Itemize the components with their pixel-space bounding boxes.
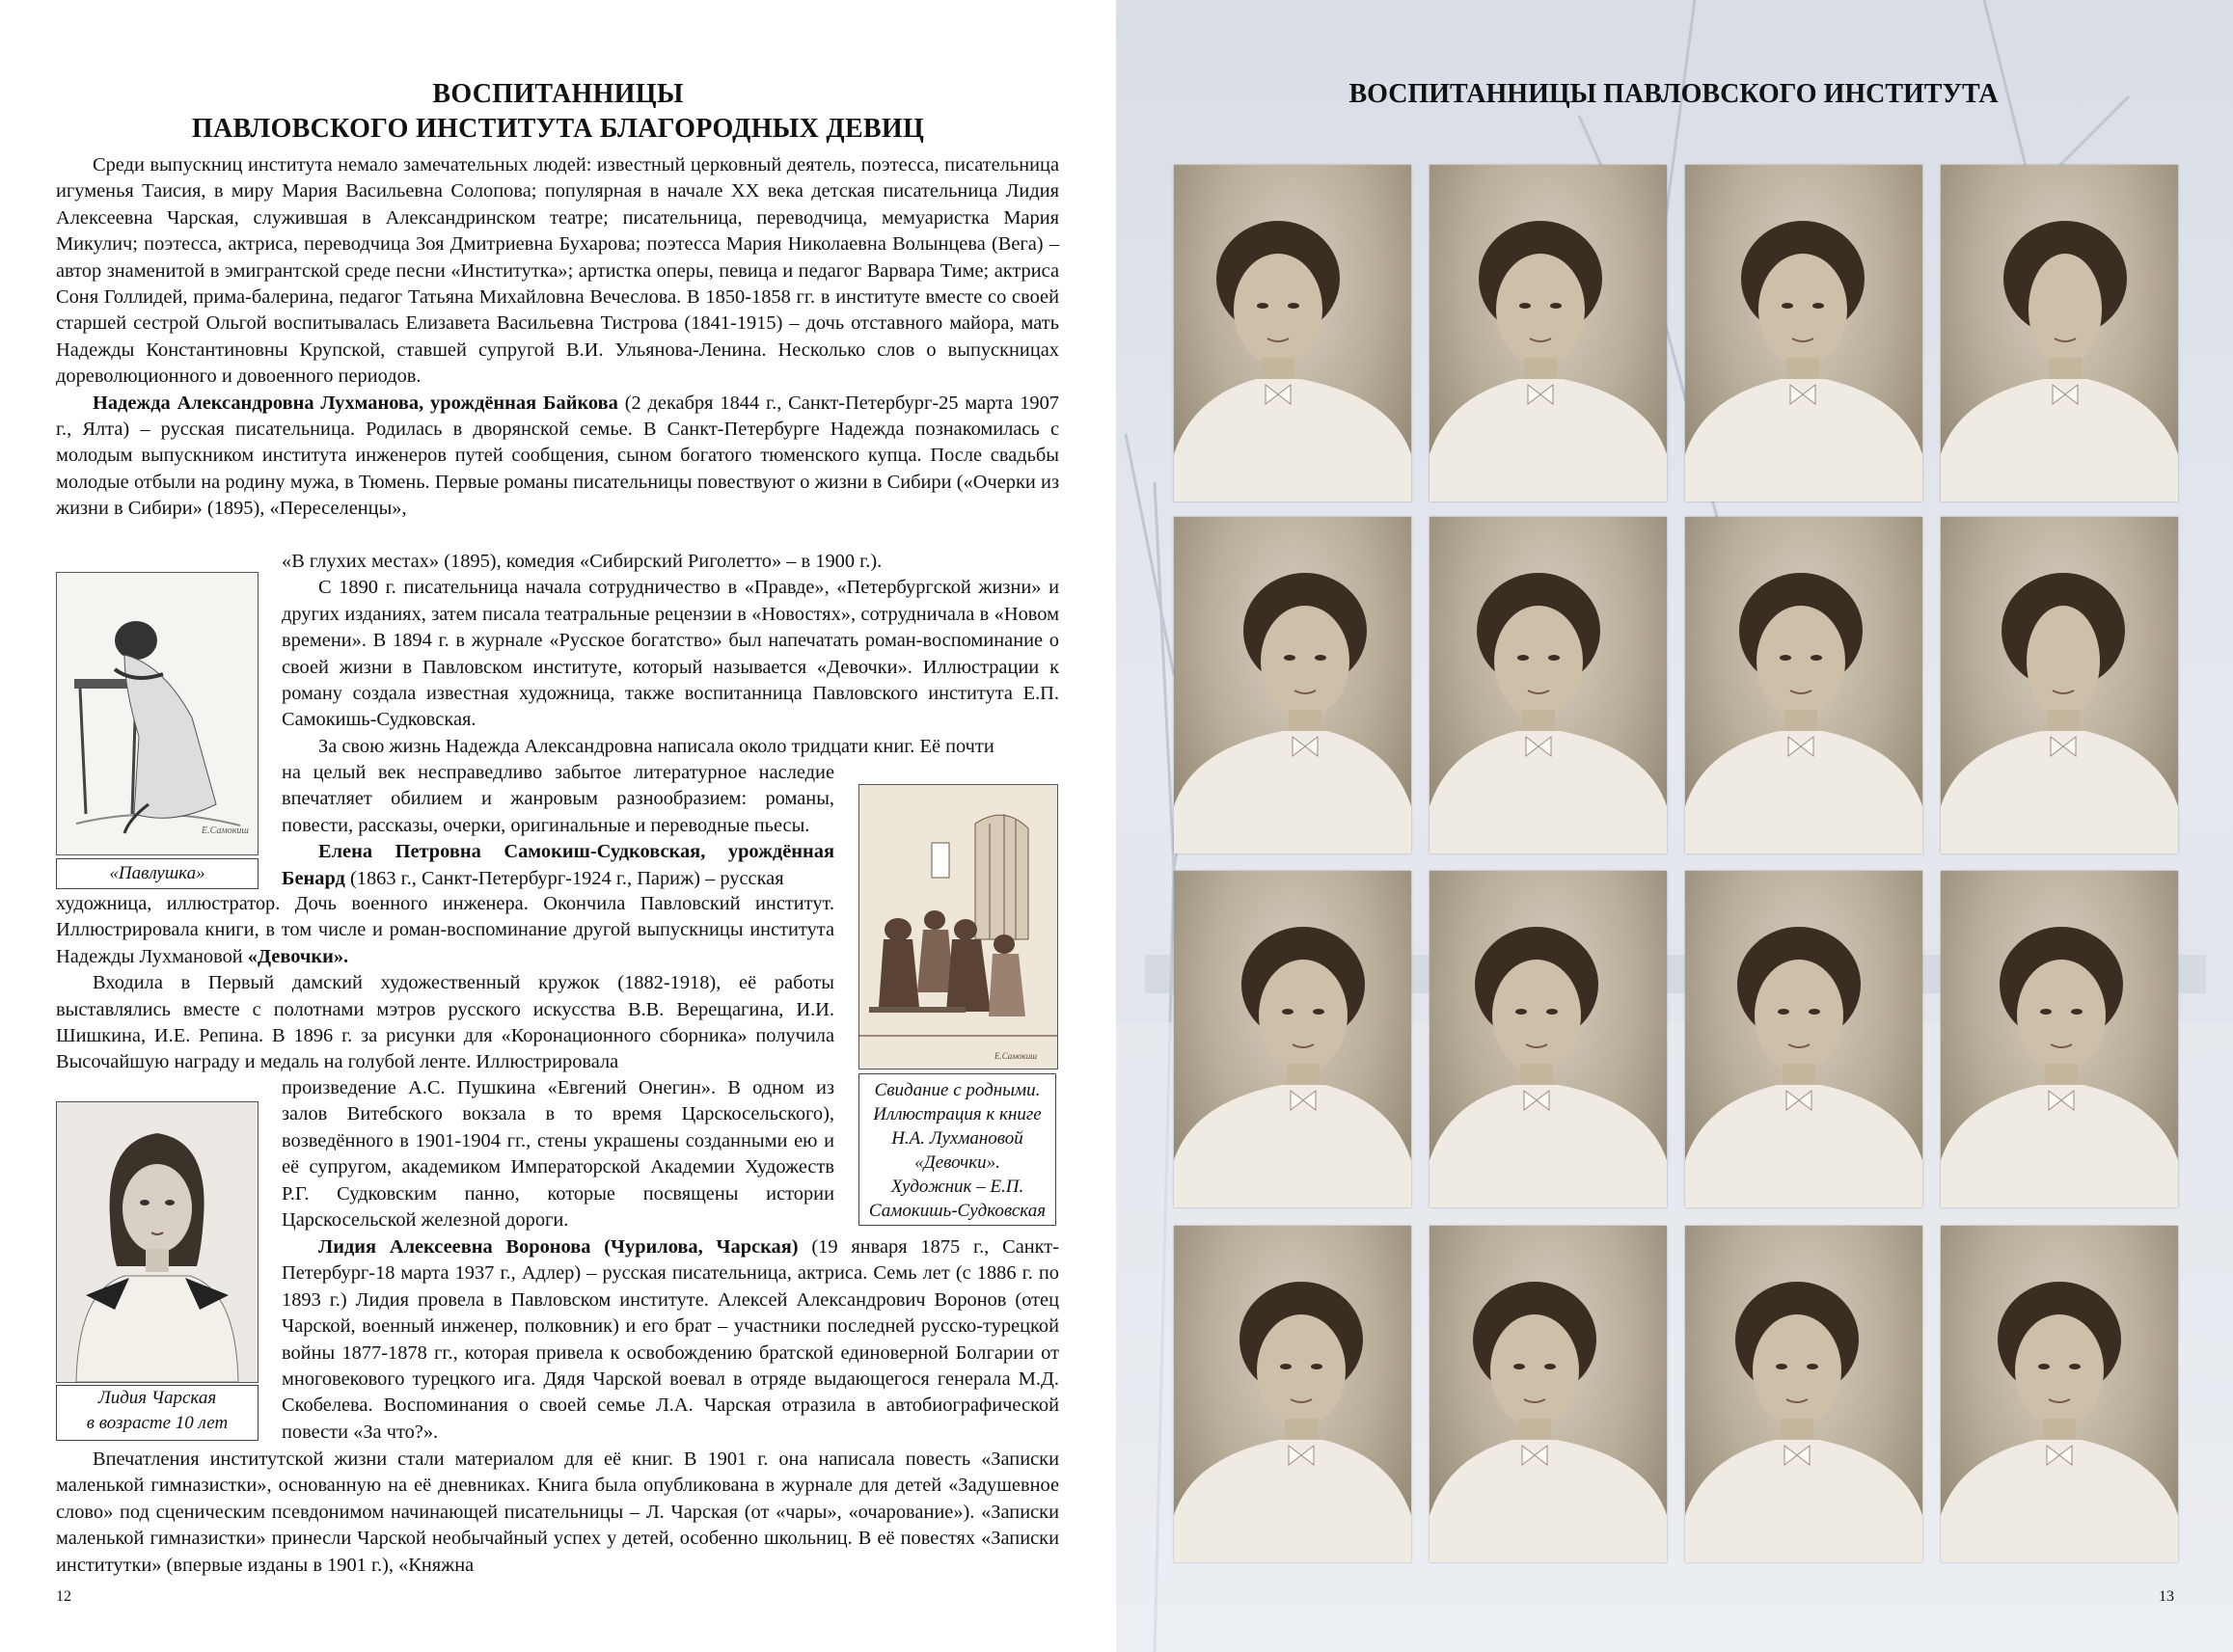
- portrait-photo: [1941, 1226, 2178, 1562]
- caption-svidanie: [858, 1073, 1056, 1226]
- samokish-mid-block: [56, 891, 834, 1076]
- portrait-photo: [1685, 165, 1922, 501]
- portrait-photo: [1430, 1226, 1667, 1562]
- lukhmanova-paragraph-3a: За свою жизнь Надежда Александровна написала около тридцати книг. Её почти: [318, 735, 994, 757]
- charskaya-drawing: [57, 1102, 258, 1382]
- portrait-photo: [1685, 1226, 1922, 1562]
- portrait-photo: [1941, 871, 2178, 1207]
- samokish-top-block: [282, 760, 834, 892]
- caption-svidanie-line-1: Свидание с родными.: [874, 1080, 1041, 1100]
- portrait-photo: [1174, 871, 1411, 1207]
- portrait-photo: [1430, 871, 1667, 1207]
- portrait-photo: [1174, 517, 1411, 853]
- title-line-1: ВОСПИТАННИЦЫ: [432, 79, 684, 109]
- left-page: [0, 0, 1116, 1652]
- lukhmanova-text-1b: «В глухих местах» (1895), комедия «Сибирский Риголетто» – в 1900 г.).: [282, 551, 883, 572]
- svg-text:Е.Самокиш: Е.Самокиш: [202, 826, 249, 836]
- lukhmanova-paragraph-3b: на целый век несправедливо забытое литературное наследие впечатляет обилием и жанровым разнообразием: романы, повести, рассказы, очерки, оригинальные и переводные пьесы.: [282, 762, 834, 836]
- charskaya-text-1: (19 января 1875 г., Санкт-Петербург-18 марта 1937 г., Адлер) – русская писательница, актриса. Семь лет (с 1886 г. по 1893 г.) Лидия провела в Павловском институте. Алексей Александрович Воронов (отец Чарской, военный инженер, полковник) и его брат – участники последней русско-турецкой войны 1877-1878 гг., которая привела к освобождению братской единоверной Болгарии от многовекового турецкого ига. Дядя Чарской воевал в отряде выдающегося генерала М.Д. Скобелева. Воспоминания о своей семье Л.А. Чарская отразила в автобиографической повести «За что?».: [282, 1236, 1059, 1443]
- portrait-photo: [1174, 1226, 1411, 1562]
- title-line-2: ПАВЛОВСКОГО ИНСТИТУТА БЛАГОРОДНЫХ ДЕВИЦ: [191, 114, 925, 144]
- left-page-title: [39, 77, 1077, 147]
- caption-charskaya-line-2: в возрасте 10 лет: [86, 1413, 229, 1433]
- charskaya-paragraph-2: Впечатления институтской жизни стали материалом для её книг. В 1901 г. она написала повесть «Записки маленькой гимназистки», основанную на её дневниках. Книга была опубликована в журнале для детей «Задушевное слово» под сценическим псевдонимом начинающей писательницы – Л. Чарская (от «чары», «очарование»). «Записки маленькой гимназистки» принесли Чарской необычайный успех у детей, особенно школьниц. В её повестях «Записки институтки» (впервые изданы в 1901 г.), «Княжна: [56, 1449, 1059, 1576]
- charskaya-bottom-block: [56, 1447, 1059, 1579]
- portrait-photo: [1941, 517, 2178, 853]
- portrait-photo: [1941, 165, 2178, 501]
- samokish-text-1b: художница, иллюстратор. Дочь военного инженера. Окончила Павловский институт. Иллюстрировала книги, в том числе и роман-воспоминание другой выпускницы института Надежды Лухмановой: [56, 893, 834, 967]
- pavlushka-illustration: [56, 572, 259, 855]
- caption-svidanie-line-4: «Девочки».: [914, 1152, 1000, 1173]
- caption-charskaya: [56, 1385, 259, 1441]
- portrait-photo: [1174, 165, 1411, 501]
- charskaya-paragraph-1: [282, 1234, 1059, 1446]
- samokish-paragraph-2a: Входила в Первый дамский художественный кружок (1882-1918), её работы выставлялись вместе с полотнами мэтров русского искусства В.В. Верещагина, И.И. Шишкина, И.Е. Репина. В 1896 г. за рисунки для «Коронационного сборника» получила Высочайшую награду и медаль на голубой ленте. Иллюстрировала: [56, 972, 834, 1073]
- caption-svidanie-line-2: Иллюстрация к книге: [873, 1104, 1042, 1124]
- caption-charskaya-line-1: Лидия Чарская: [97, 1388, 217, 1408]
- lukhmanova-paragraph-2: С 1890 г. писательница начала сотрудничество в «Правде», «Петербургской жизни» и других изданиях, затем писала театральные рецензии в «Новостях», сотрудничала в «Новом времени». В 1894 г. в журнале «Русское богатство» был напечатать роман-воспоминание о своей жизни в Павловском институте, который называется «Девочки». Иллюстрации к роману создала известная художница, также воспитанница Павловского института Е.П. Самокишь-Судковская.: [282, 577, 1059, 731]
- portrait-photo: [1685, 517, 1922, 853]
- samokish-name: Елена Петровна Самокиш-Судковская, урождённая Бенард: [282, 841, 834, 889]
- caption-svidanie-line-6: Самокишь-Судковская: [868, 1201, 1047, 1221]
- svg-text:Е.Самокиш: Е.Самокиш: [994, 1051, 1038, 1061]
- intro-block: [56, 152, 1059, 523]
- charskaya-portrait: [56, 1101, 259, 1383]
- charskaya-block: [282, 1234, 1059, 1446]
- intro-paragraph: Среди выпускниц института немало замечательных людей: известный церковный деятель, поэтесса, писательница игуменья Таисия, в миру Мария Васильевна Солопова; популярная в начале ХХ века детская писательница Лидия Алексеевна Чарская, служившая в Александринском театре; писательница, переводчица, мемуаристка Мария Микулич; поэтесса, актриса, переводчица Зоя Дмитриевна Бухарова; поэтесса Мария Николаевна Волынцева (Вега) – автор знаменитой в эмигрантской среде песни «Институтка»; артистка оперы, певица и педагог Варвара Тиме; актриса Соня Голлидей, прима-балерина, педагог Татьяна Михайловна Вечеслова. В 1850-1858 гг. в институте вместе со своей старшей сестрой Ольгой воспитывалась Елизавета Васильевна Тистрова (1841-1915) – дочь отставного майора, мать Надежды Константиновны Крупской, ставшей супругой В.И. Ульянова-Ленина. Несколько слов о выпускницах дореволюционного и довоенного периодов.: [56, 154, 1059, 388]
- left-page-number: 12: [56, 1588, 71, 1605]
- svidanie-drawing: [859, 785, 1057, 1069]
- right-page-title: ВОСПИТАННИЦЫ ПАВЛОВСКОГО ИНСТИТУТА: [1348, 79, 1999, 109]
- lukhmanova-name: Надежда Александровна Лухманова, урождённая Байкова: [93, 392, 618, 414]
- pavlushka-drawing: [57, 573, 258, 854]
- caption-svidanie-line-3: Н.А. Лухмановой: [891, 1128, 1023, 1149]
- samokish-paragraph-2b: произведение А.С. Пушкина «Евгений Онегин». В одном из залов Витебского вокзала в то время Царскосельского), возведённого в 1901-1904 гг., стены украшены созданными ею и её супругом, академиком Императорской Академии Художеств Р.Г. Судковским панно, которые посвящены истории Царскосельской железной дороги.: [282, 1077, 834, 1232]
- lukhmanova-text-1: (2 декабря 1844 г., Санкт-Петербург-25 марта 1907 г., Ялта) – русская писательница. Родилась в дворянской семье. В Санкт-Петербурге Надежда познакомилась с молодым выпускником института инженеров путей сообщения, сыном богатого тюменского купца. После свадьбы молодые отбыли на родину мужа, в Тюмень. Первые романы писательницы повествуют о жизни в Сибири («Очерки из жизни в Сибири» (1895), «Переселенцы»,: [56, 392, 1059, 520]
- portrait-photo: [1430, 517, 1667, 853]
- samokish-paragraph-1b: [56, 891, 834, 970]
- caption-svidanie-line-5: Художник – Е.П.: [890, 1177, 1024, 1197]
- lukhmanova-paragraph-1: [56, 391, 1059, 523]
- samokish-paragraph-1a: [282, 839, 834, 892]
- portrait-photo: [1685, 871, 1922, 1207]
- devochki-title: «Девочки».: [247, 945, 349, 967]
- right-page-number: 13: [2159, 1588, 2174, 1605]
- portrait-photo: [1430, 165, 1667, 501]
- charskaya-name: Лидия Алексеевна Воронова (Чурилова, Чарская): [318, 1236, 799, 1258]
- samokish-bottom-block: [282, 1075, 834, 1233]
- svidanie-illustration: [858, 784, 1058, 1070]
- samokish-text-1a: (1863 г., Санкт-Петербург-1924 г., Париж) – русская: [344, 867, 784, 889]
- lukhmanova-block: [282, 549, 1059, 760]
- caption-pavlushka: «Павлушка»: [56, 858, 259, 889]
